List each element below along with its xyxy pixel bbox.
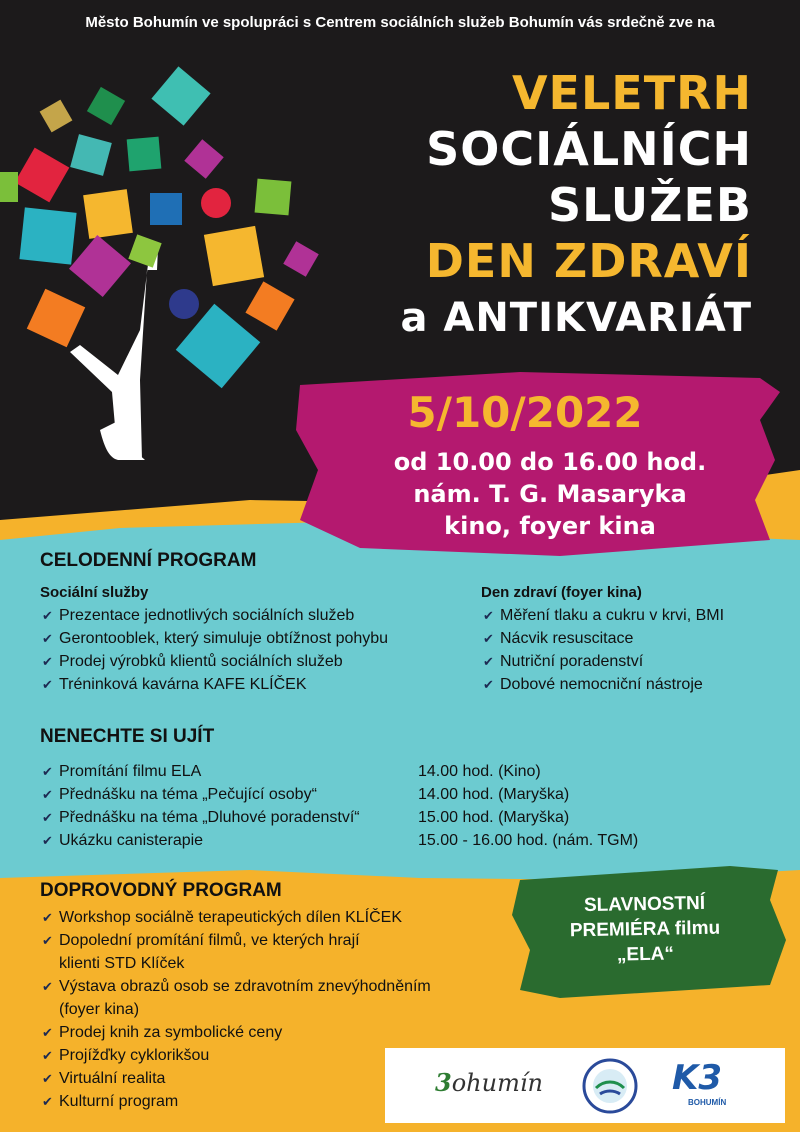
doprovodny-heading: DOPROVODNÝ PROGRAM: [40, 880, 282, 901]
list-item: ✔ Tréninková kavárna KAFE KLÍČEK: [42, 673, 388, 696]
list-item: ✔ Workshop sociálně terapeutických dílen KLÍČEK: [42, 906, 431, 929]
check-icon: ✔: [483, 608, 494, 623]
den-zdravi-list: [483, 604, 724, 696]
check-icon: ✔: [42, 631, 53, 646]
list-item: ✔ Prodej knih za symbolické ceny: [42, 1021, 431, 1044]
list-item: ✔ Ukázku canisterapie: [42, 829, 360, 852]
check-icon: ✔: [483, 654, 494, 669]
list-item: ✔ Dobové nemocniční nástroje: [483, 673, 724, 696]
socialni-sluzby-heading: Sociální služby: [40, 584, 149, 601]
nenechte-list: [42, 760, 360, 852]
time-item: 15.00 hod. (Maryška): [418, 809, 570, 826]
check-icon: ✔: [42, 677, 53, 692]
time-item: 14.00 hod. (Kino): [418, 763, 541, 780]
check-icon: ✔: [42, 810, 53, 825]
check-icon: ✔: [483, 677, 494, 692]
socialni-sluzby-list: [42, 604, 388, 696]
list-item: ✔ Měření tlaku a cukru v krvi, BMI: [483, 604, 724, 627]
premiere-line1: SLAVNOSTNÍ: [583, 892, 706, 917]
list-item: ✔ Promítání filmu ELA: [42, 760, 360, 783]
k3-logo: K3: [672, 1058, 723, 1098]
title-socialnich: SOCIÁLNÍCH: [426, 122, 752, 176]
check-icon: ✔: [42, 979, 53, 994]
list-item: ✔ Nutriční poradenství: [483, 650, 724, 673]
list-item: ✔ Přednášku na téma „Dluhové poradenství“: [42, 806, 360, 829]
time-item: 15.00 - 16.00 hod. (nám. TGM): [418, 832, 639, 849]
list-item: ✔ Přednášku na téma „Pečující osoby“: [42, 783, 360, 806]
event-place: nám. T. G. Masaryka: [413, 480, 687, 508]
time-item: 14.00 hod. (Maryška): [418, 786, 570, 803]
list-item: ✔ Projížďky cyklorikšou: [42, 1044, 431, 1067]
check-icon: ✔: [42, 1094, 53, 1109]
check-icon: ✔: [42, 1048, 53, 1063]
bohumin-logo: 3ohumín: [435, 1068, 543, 1097]
title-sluzeb: SLUŽEB: [548, 178, 752, 232]
list-item: ✔ Prodej výrobků klientů sociálních služeb: [42, 650, 388, 673]
check-icon: ✔: [42, 1025, 53, 1040]
list-item: ✔ Prezentace jednotlivých sociálních služeb: [42, 604, 388, 627]
check-icon: ✔: [42, 787, 53, 802]
title-antikvariat: a ANTIKVARIÁT: [400, 295, 752, 341]
event-date: 5/10/2022: [407, 388, 643, 437]
title-veletrh: VELETRH: [511, 66, 752, 120]
k3-logo-sub: BOHUMÍN: [688, 1098, 727, 1107]
event-venue: kino, foyer kina: [444, 512, 656, 540]
intro-text: Město Bohumín ve spolupráci s Centrem sociálních služeb Bohumín vás srdečně zve na: [85, 14, 715, 31]
check-icon: ✔: [42, 833, 53, 848]
list-item: ✔ Kulturní program: [42, 1090, 431, 1113]
den-zdravi-heading: Den zdraví (foyer kina): [481, 584, 642, 601]
list-item: ✔ Gerontooblek, který simuluje obtížnost pohybu: [42, 627, 388, 650]
list-item: ✔ Nácvik resuscitace: [483, 627, 724, 650]
nenechte-heading: NENECHTE SI UJÍT: [40, 726, 215, 747]
event-time: od 10.00 do 16.00 hod.: [393, 448, 707, 476]
list-item: ✔ Dopolední promítání filmů, ve kterých hrají klienti STD Klíček: [42, 929, 431, 975]
celodenni-heading: CELODENNÍ PROGRAM: [40, 550, 257, 571]
list-item: ✔ Virtuální realita: [42, 1067, 431, 1090]
premiere-line3: „ELA“: [616, 943, 675, 966]
tree-leaves: [0, 66, 319, 388]
premiere-line2: PREMIÉRA filmu: [569, 917, 721, 942]
doprovodny-list: [42, 906, 431, 1113]
check-icon: ✔: [42, 933, 53, 948]
title-den-zdravi: DEN ZDRAVÍ: [425, 234, 752, 288]
check-icon: ✔: [483, 631, 494, 646]
check-icon: ✔: [42, 1071, 53, 1086]
check-icon: ✔: [42, 764, 53, 779]
check-icon: ✔: [42, 608, 53, 623]
check-icon: ✔: [42, 654, 53, 669]
check-icon: ✔: [42, 910, 53, 925]
css-seal-icon: [582, 1058, 638, 1114]
list-item: ✔ Výstava obrazů osob se zdravotním znevýhodněním (foyer kina): [42, 975, 431, 1021]
nenechte-times: [418, 760, 638, 852]
premiere-callout: [539, 890, 750, 969]
